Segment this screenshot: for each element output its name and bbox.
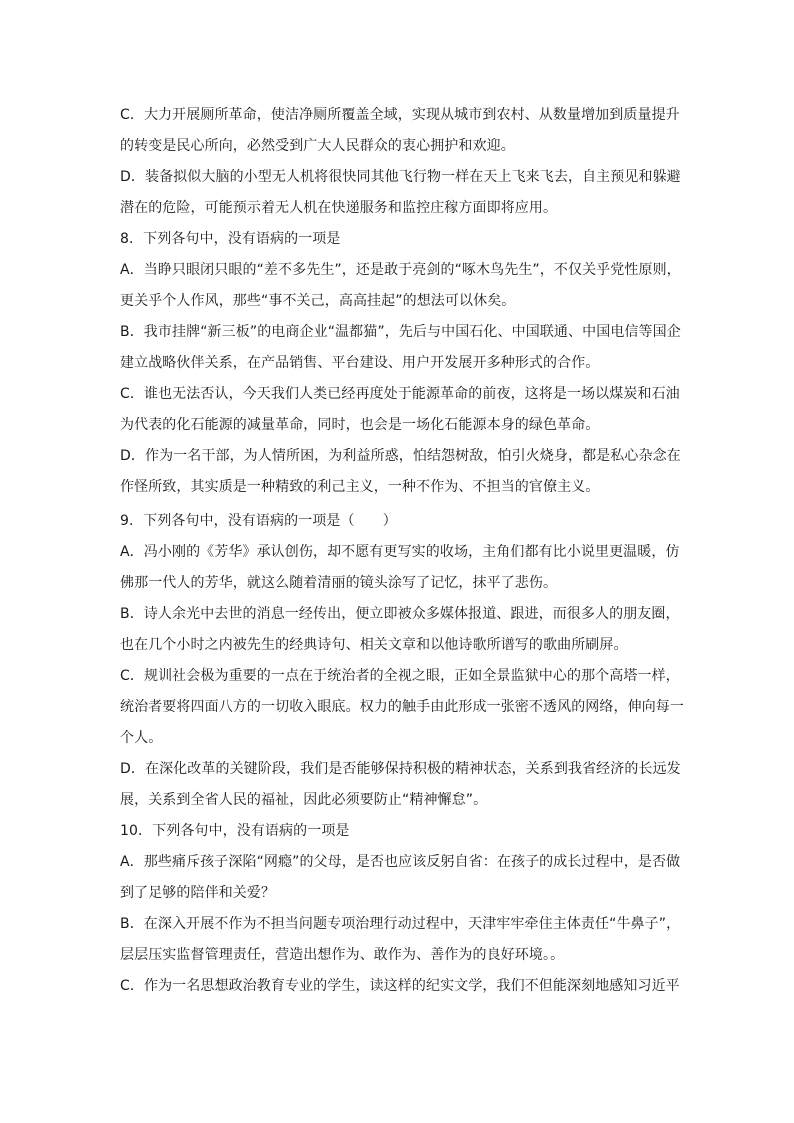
option-b-q8-line-1: B．我市挂牌“新三板”的电商企业“温都猫”，先后与中国石化、中国联通、中国电信等国企 bbox=[120, 324, 681, 340]
option-c-q9-line-1: C．规训社会极为重要的一点在于统治者的全视之眼，正如全景监狱中心的那个高塔一样， bbox=[120, 668, 680, 684]
option-b-q10-line-2: 层层压实监督管理责任，营造出想作为、敢作为、善作为的良好环境。。 bbox=[120, 947, 565, 963]
option-c-q8-line-2: 为代表的化石能源的减量革命，同时，也会是一场化石能源本身的绿色革命。 bbox=[120, 417, 600, 433]
option-b-q9-line-1: B．诗人余光中去世的消息一经传出，便立即被众多媒体报道、跟进，而很多人的朋友圈， bbox=[120, 606, 680, 622]
option-a-q9-line-2: 佛那一代人的芳华，就这么随着清丽的镜头涂写了记忆，抹平了悲伤。 bbox=[120, 575, 558, 591]
option-b-q9-line-2: 也在几个小时之内被先生的经典诗句、相关文章和以他诗歌所谱写的歌曲所刷屏。 bbox=[120, 637, 628, 653]
option-a-q8-line-2: 更关乎个人作风，那些“事不关己，高高挂起”的想法可以休矣。 bbox=[120, 293, 516, 309]
option-d-q9-line-2: 展，关系到全省人民的福祉，因此必须要防止“精神懈怠”。 bbox=[120, 792, 488, 808]
option-c-q9-line-2: 统治者要将四面八方的一切收入眼底。权力的触手由此形成一张密不透风的网络，伸向每一 bbox=[120, 699, 684, 715]
option-d-q8-line-2: 作怪所致，其实质是一种精致的利己主义，一种不作为、不担当的官僚主义。 bbox=[120, 479, 600, 495]
option-c-q7-line-1: C．大力开展厕所革命，使洁净厕所覆盖全域，实现从城市到农村、从数量增加到质量提升 bbox=[120, 107, 680, 123]
option-d-q7-line-1: D．装备拟似大脑的小型无人机将很快同其他飞行物一样在天上飞来飞去，自主预见和躲避 bbox=[120, 169, 681, 185]
option-c-q9-line-3: 个人。 bbox=[120, 730, 163, 746]
option-b-q8-line-2: 建立战略伙伴关系，在产品销售、平台建设、用户开发展开多种形式的合作。 bbox=[120, 355, 600, 371]
option-d-q9-line-1: D．在深化改革的关键阶段，我们是否能够保持积极的精神状态，关系到我省经济的长远发 bbox=[120, 761, 681, 777]
option-c-q8-line-1: C．谁也无法否认，今天我们人类已经再度处于能源革命的前夜，这将是一场以煤炭和石油 bbox=[120, 386, 680, 402]
option-a-q10-line-2: 到了足够的陪伴和关爱？ bbox=[120, 885, 276, 901]
question-9-stem: 9．下列各句中，没有语病的一项是（ ） bbox=[120, 513, 397, 529]
option-d-q8-line-1: D．作为一名干部，为人情所困，为利益所惑，怕结怨树敌，怕引火烧身，都是私心杂念在 bbox=[120, 448, 681, 464]
option-b-q10-line-1: B．在深入开展不作为不担当问题专项治理行动过程中，天津牢牢牵住主体责任“牛鼻子”， bbox=[120, 916, 681, 932]
document-body bbox=[120, 100, 684, 1002]
option-c-q10-line-1: C．作为一名思想政治教育专业的学生，读这样的纪实文学，我们不但能深刻地感知习近平 bbox=[120, 978, 680, 994]
option-a-q10-line-1: A．那些痛斥孩子深陷“网瘾”的父母，是否也应该反躬自省：在孩子的成长过程中，是否做 bbox=[120, 854, 681, 870]
question-10-stem: 10．下列各句中，没有语病的一项是 bbox=[120, 823, 350, 839]
option-d-q7-line-2: 潜在的危险，可能预示着无人机在快递服务和监控庄稼方面即将应用。 bbox=[120, 200, 558, 216]
option-c-q7-line-2: 的转变是民心所向，必然受到广大人民群众的衷心拥护和欢迎。 bbox=[120, 138, 515, 154]
question-8-stem: 8．下列各句中，没有语病的一项是 bbox=[120, 231, 341, 247]
option-a-q9-line-1: A．冯小刚的《芳华》承认创伤，却不愿有更写实的收场，主角们都有比小说里更温暖，仿 bbox=[120, 544, 680, 560]
option-a-q8-line-1: A．当睁只眼闭只眼的“差不多先生”，还是敢于亮剑的“啄木鸟先生”，不仅关乎党性原则， bbox=[120, 262, 681, 278]
